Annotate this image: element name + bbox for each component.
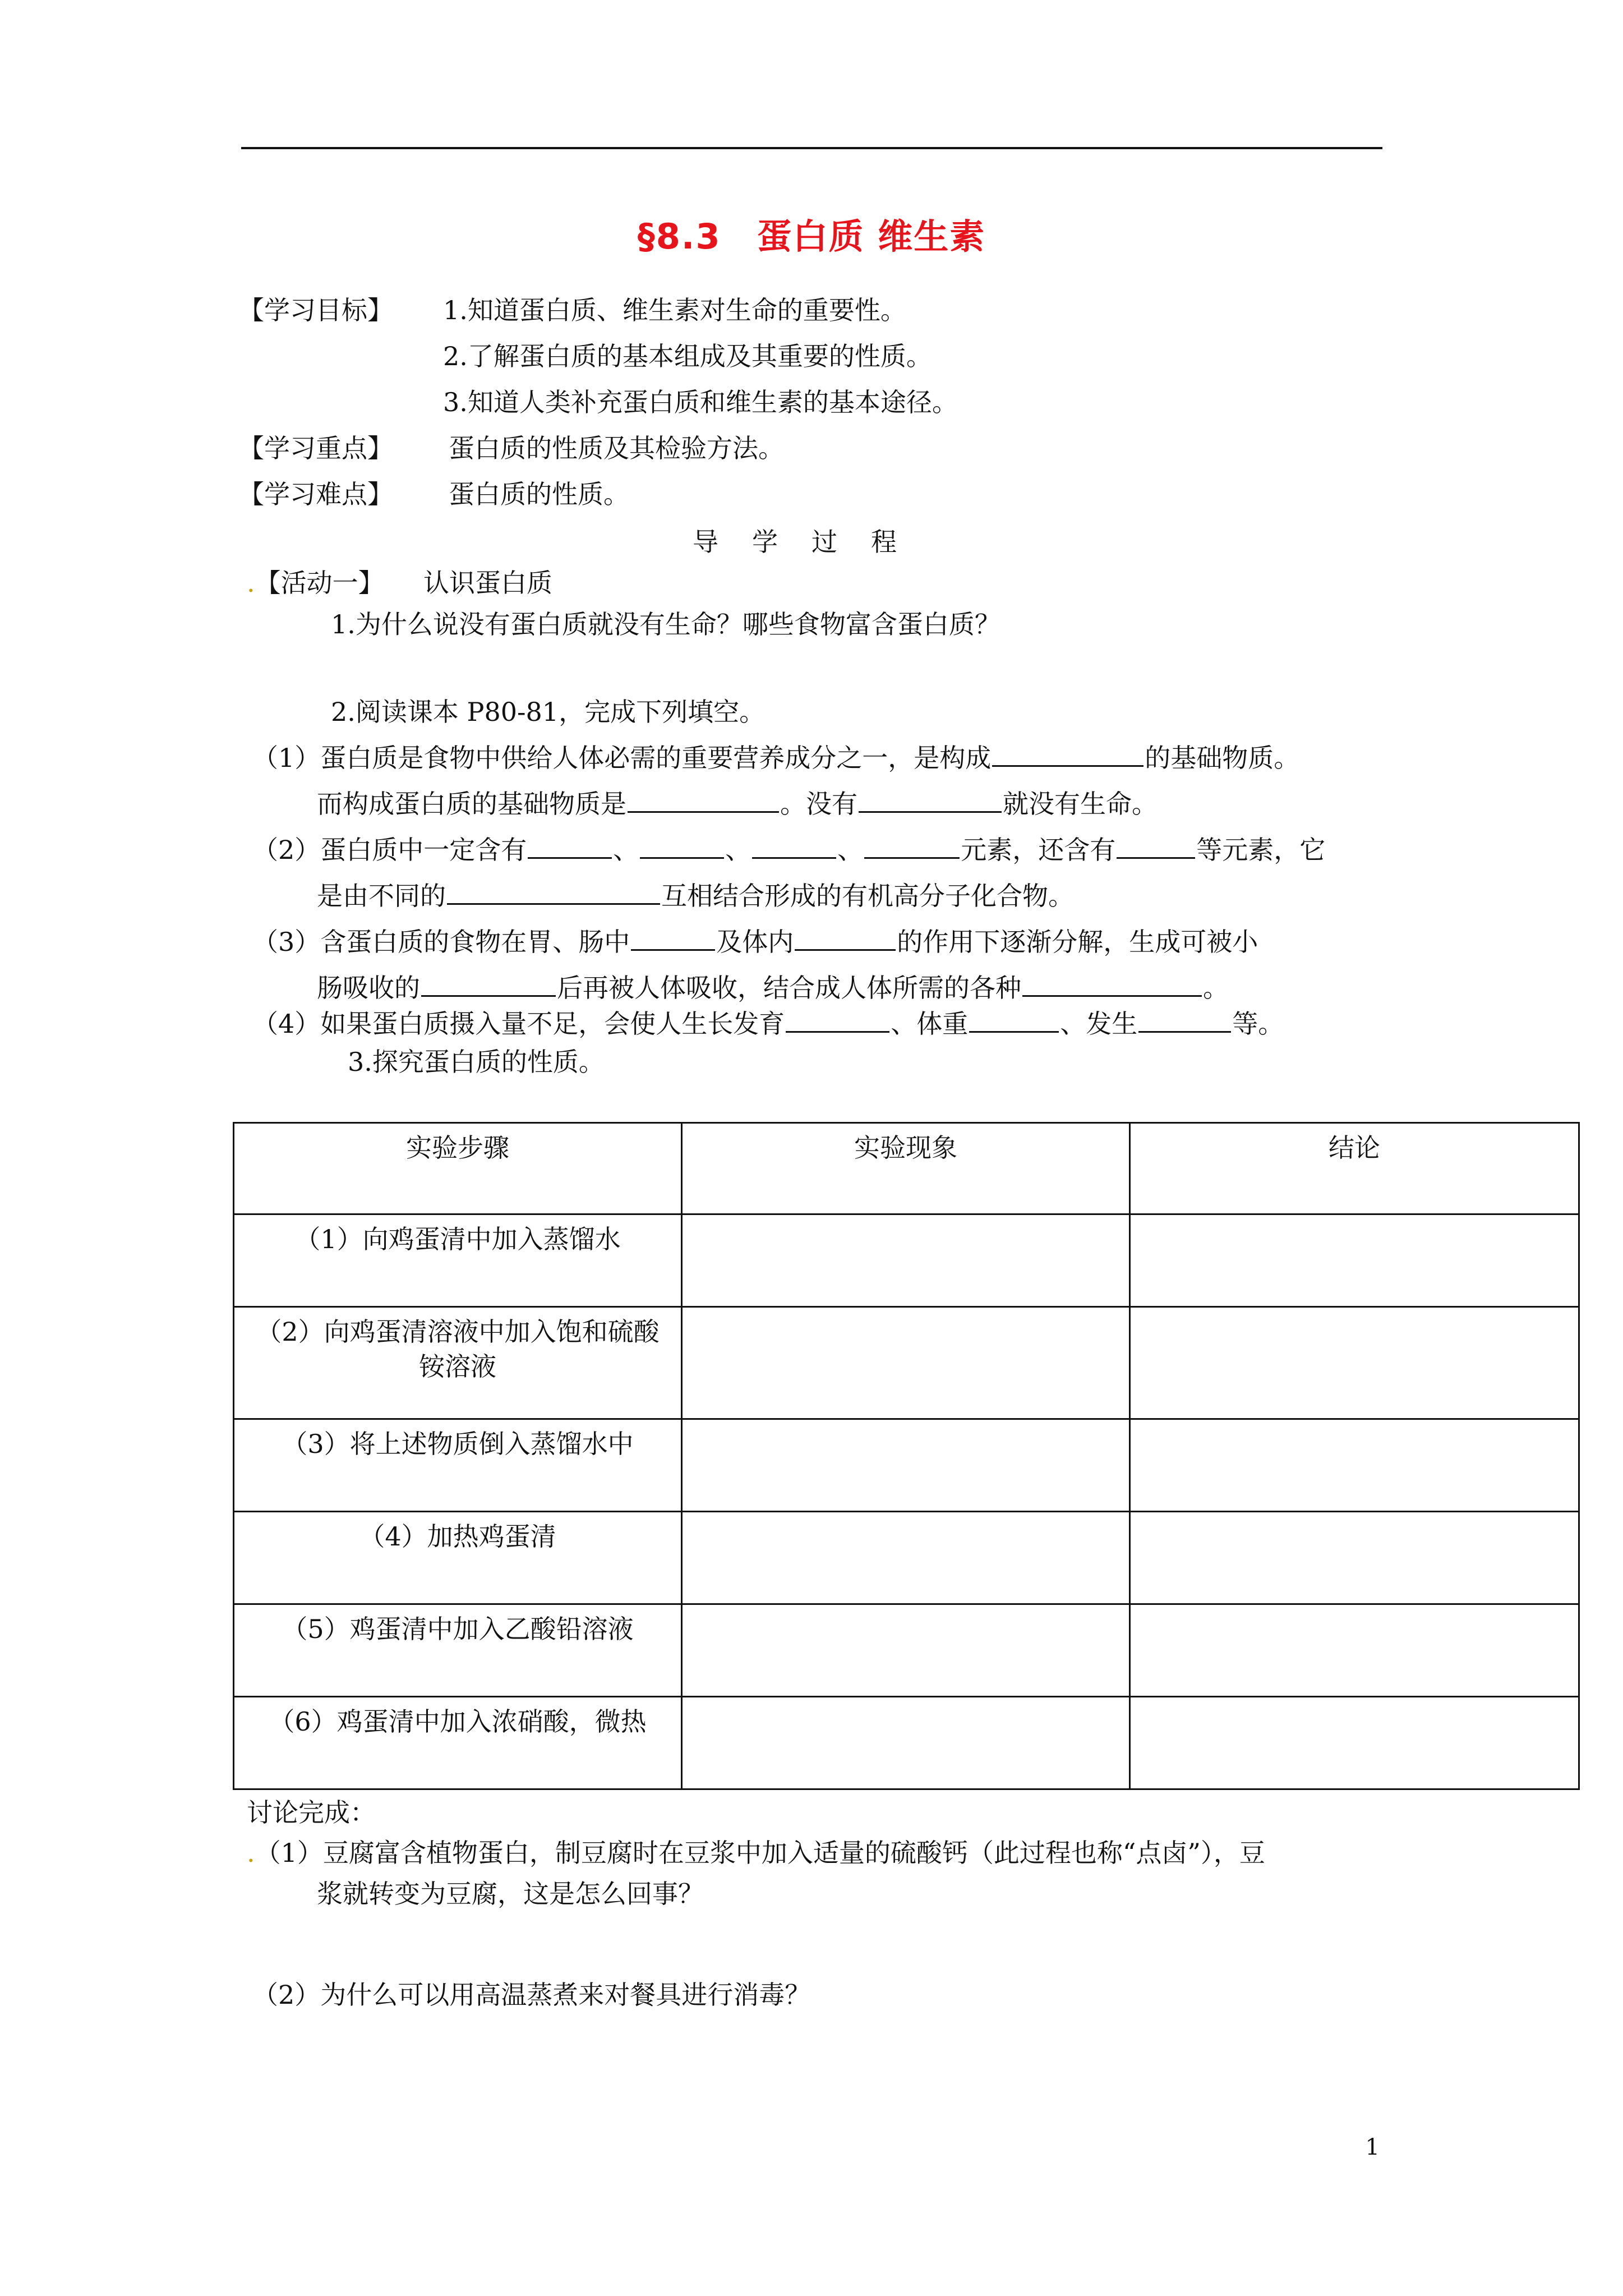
observation-cell[interactable]: [682, 1512, 1130, 1604]
activity-title: 认识蛋白质: [423, 568, 552, 598]
step-cell: （4）加热鸡蛋清: [234, 1512, 682, 1604]
question-2: 2.阅读课本 P80-81，完成下列填空。: [331, 697, 766, 727]
blank-field[interactable]: [786, 1004, 889, 1033]
objectives-label: 【学习目标】: [238, 295, 393, 325]
table-header-row: [234, 1123, 1579, 1214]
blank-field[interactable]: [528, 830, 612, 859]
page-number: 1: [1365, 2134, 1380, 2160]
fill-line: 肠吸收的 后再被人体吸收，结合成人体所需的各种 。: [317, 968, 1229, 1005]
question-3: 3.探究蛋白质的性质。: [348, 1047, 605, 1077]
blank-field[interactable]: [447, 876, 660, 905]
blank-field[interactable]: [859, 784, 1002, 813]
discussion-question-1: .（1）豆腐富含植物蛋白，制豆腐时在豆浆中加入适量的硫酸钙（此过程也称“点卤”），豆: [247, 1838, 1265, 1868]
objective-item: 3.知道人类补充蛋白质和维生素的基本途径。: [443, 387, 958, 417]
fill-line: （2）蛋白质中一定含有 、 、 、 元素，还含有 等元素，它: [252, 830, 1325, 867]
step-cell: （3）将上述物质倒入蒸馏水中: [234, 1419, 682, 1512]
blank-field[interactable]: [1022, 968, 1202, 997]
fill-line: 是由不同的 互相结合形成的有机高分子化合物。: [317, 876, 1074, 913]
table-row: [234, 1512, 1579, 1604]
observation-cell[interactable]: [682, 1604, 1130, 1697]
step-cell: （5）鸡蛋清中加入乙酸铅溶液: [234, 1604, 682, 1697]
fill-line: （1）蛋白质是食物中供给人体必需的重要营养成分之一，是构成 的基础物质。: [252, 738, 1299, 775]
conclusion-cell[interactable]: [1130, 1604, 1579, 1697]
header-conclusion: 结论: [1130, 1123, 1579, 1214]
blank-field[interactable]: [1138, 1004, 1231, 1033]
fill-line: （4）如果蛋白质摄入量不足，会使人生长发育 、体重 、发生 等。: [252, 1004, 1284, 1041]
question-1: 1.为什么说没有蛋白质就没有生命？哪些食物富含蛋白质？: [331, 609, 1000, 639]
experiment-table: [233, 1122, 1580, 1790]
blank-field[interactable]: [421, 968, 556, 997]
blank-field[interactable]: [640, 830, 724, 859]
activity-label: .【活动一】: [247, 568, 384, 598]
blank-field[interactable]: [969, 1004, 1059, 1033]
step-cell: （6）鸡蛋清中加入浓硝酸，微热: [234, 1697, 682, 1789]
blank-field[interactable]: [864, 830, 960, 859]
guide-heading: 导学过程: [693, 527, 930, 557]
observation-cell[interactable]: [682, 1307, 1130, 1419]
blank-field[interactable]: [1117, 830, 1195, 859]
header-rule: [241, 147, 1382, 149]
conclusion-cell[interactable]: [1130, 1214, 1579, 1307]
discussion-question-1-cont: 浆就转变为豆腐，这是怎么回事？: [317, 1879, 704, 1909]
observation-cell[interactable]: [682, 1419, 1130, 1512]
conclusion-cell[interactable]: [1130, 1419, 1579, 1512]
focus-text: 蛋白质的性质及其检验方法。: [449, 433, 784, 463]
step-cell: （2）向鸡蛋清溶液中加入饱和硫酸铵溶液: [234, 1307, 682, 1419]
blank-field[interactable]: [628, 784, 779, 813]
difficulty-label: 【学习难点】: [238, 479, 393, 509]
objective-item: 2.了解蛋白质的基本组成及其重要的性质。: [443, 341, 932, 371]
fill-line: （3）含蛋白质的食物在胃、肠中 及体内 的作用下逐渐分解，生成可被小: [252, 922, 1258, 959]
blank-field[interactable]: [752, 830, 836, 859]
focus-label: 【学习重点】: [238, 433, 393, 463]
objective-item: 1.知道蛋白质、维生素对生命的重要性。: [443, 295, 906, 325]
blank-field[interactable]: [631, 922, 715, 951]
table-row: [234, 1419, 1579, 1512]
discussion-label: 讨论完成：: [247, 1797, 376, 1828]
conclusion-cell[interactable]: [1130, 1697, 1579, 1789]
difficulty-text: 蛋白质的性质。: [449, 479, 629, 509]
table-row: [234, 1604, 1579, 1697]
conclusion-cell[interactable]: [1130, 1307, 1579, 1419]
observation-cell[interactable]: [682, 1214, 1130, 1307]
table-row: [234, 1214, 1579, 1307]
header-steps: 实验步骤: [234, 1123, 682, 1214]
table-row: [234, 1697, 1579, 1789]
step-cell: （1）向鸡蛋清中加入蒸馏水: [234, 1214, 682, 1307]
conclusion-cell[interactable]: [1130, 1512, 1579, 1604]
discussion-question-2: （2）为什么可以用高温蒸煮来对餐具进行消毒？: [252, 1980, 811, 2010]
observation-cell[interactable]: [682, 1697, 1130, 1789]
page-title: §8.3 蛋白质 维生素: [637, 216, 986, 257]
fill-line: 而构成蛋白质的基础物质是 。没有 就没有生命。: [317, 784, 1158, 821]
blank-field[interactable]: [992, 738, 1144, 767]
table-row: [234, 1307, 1579, 1419]
blank-field[interactable]: [795, 922, 896, 951]
header-observations: 实验现象: [682, 1123, 1130, 1214]
